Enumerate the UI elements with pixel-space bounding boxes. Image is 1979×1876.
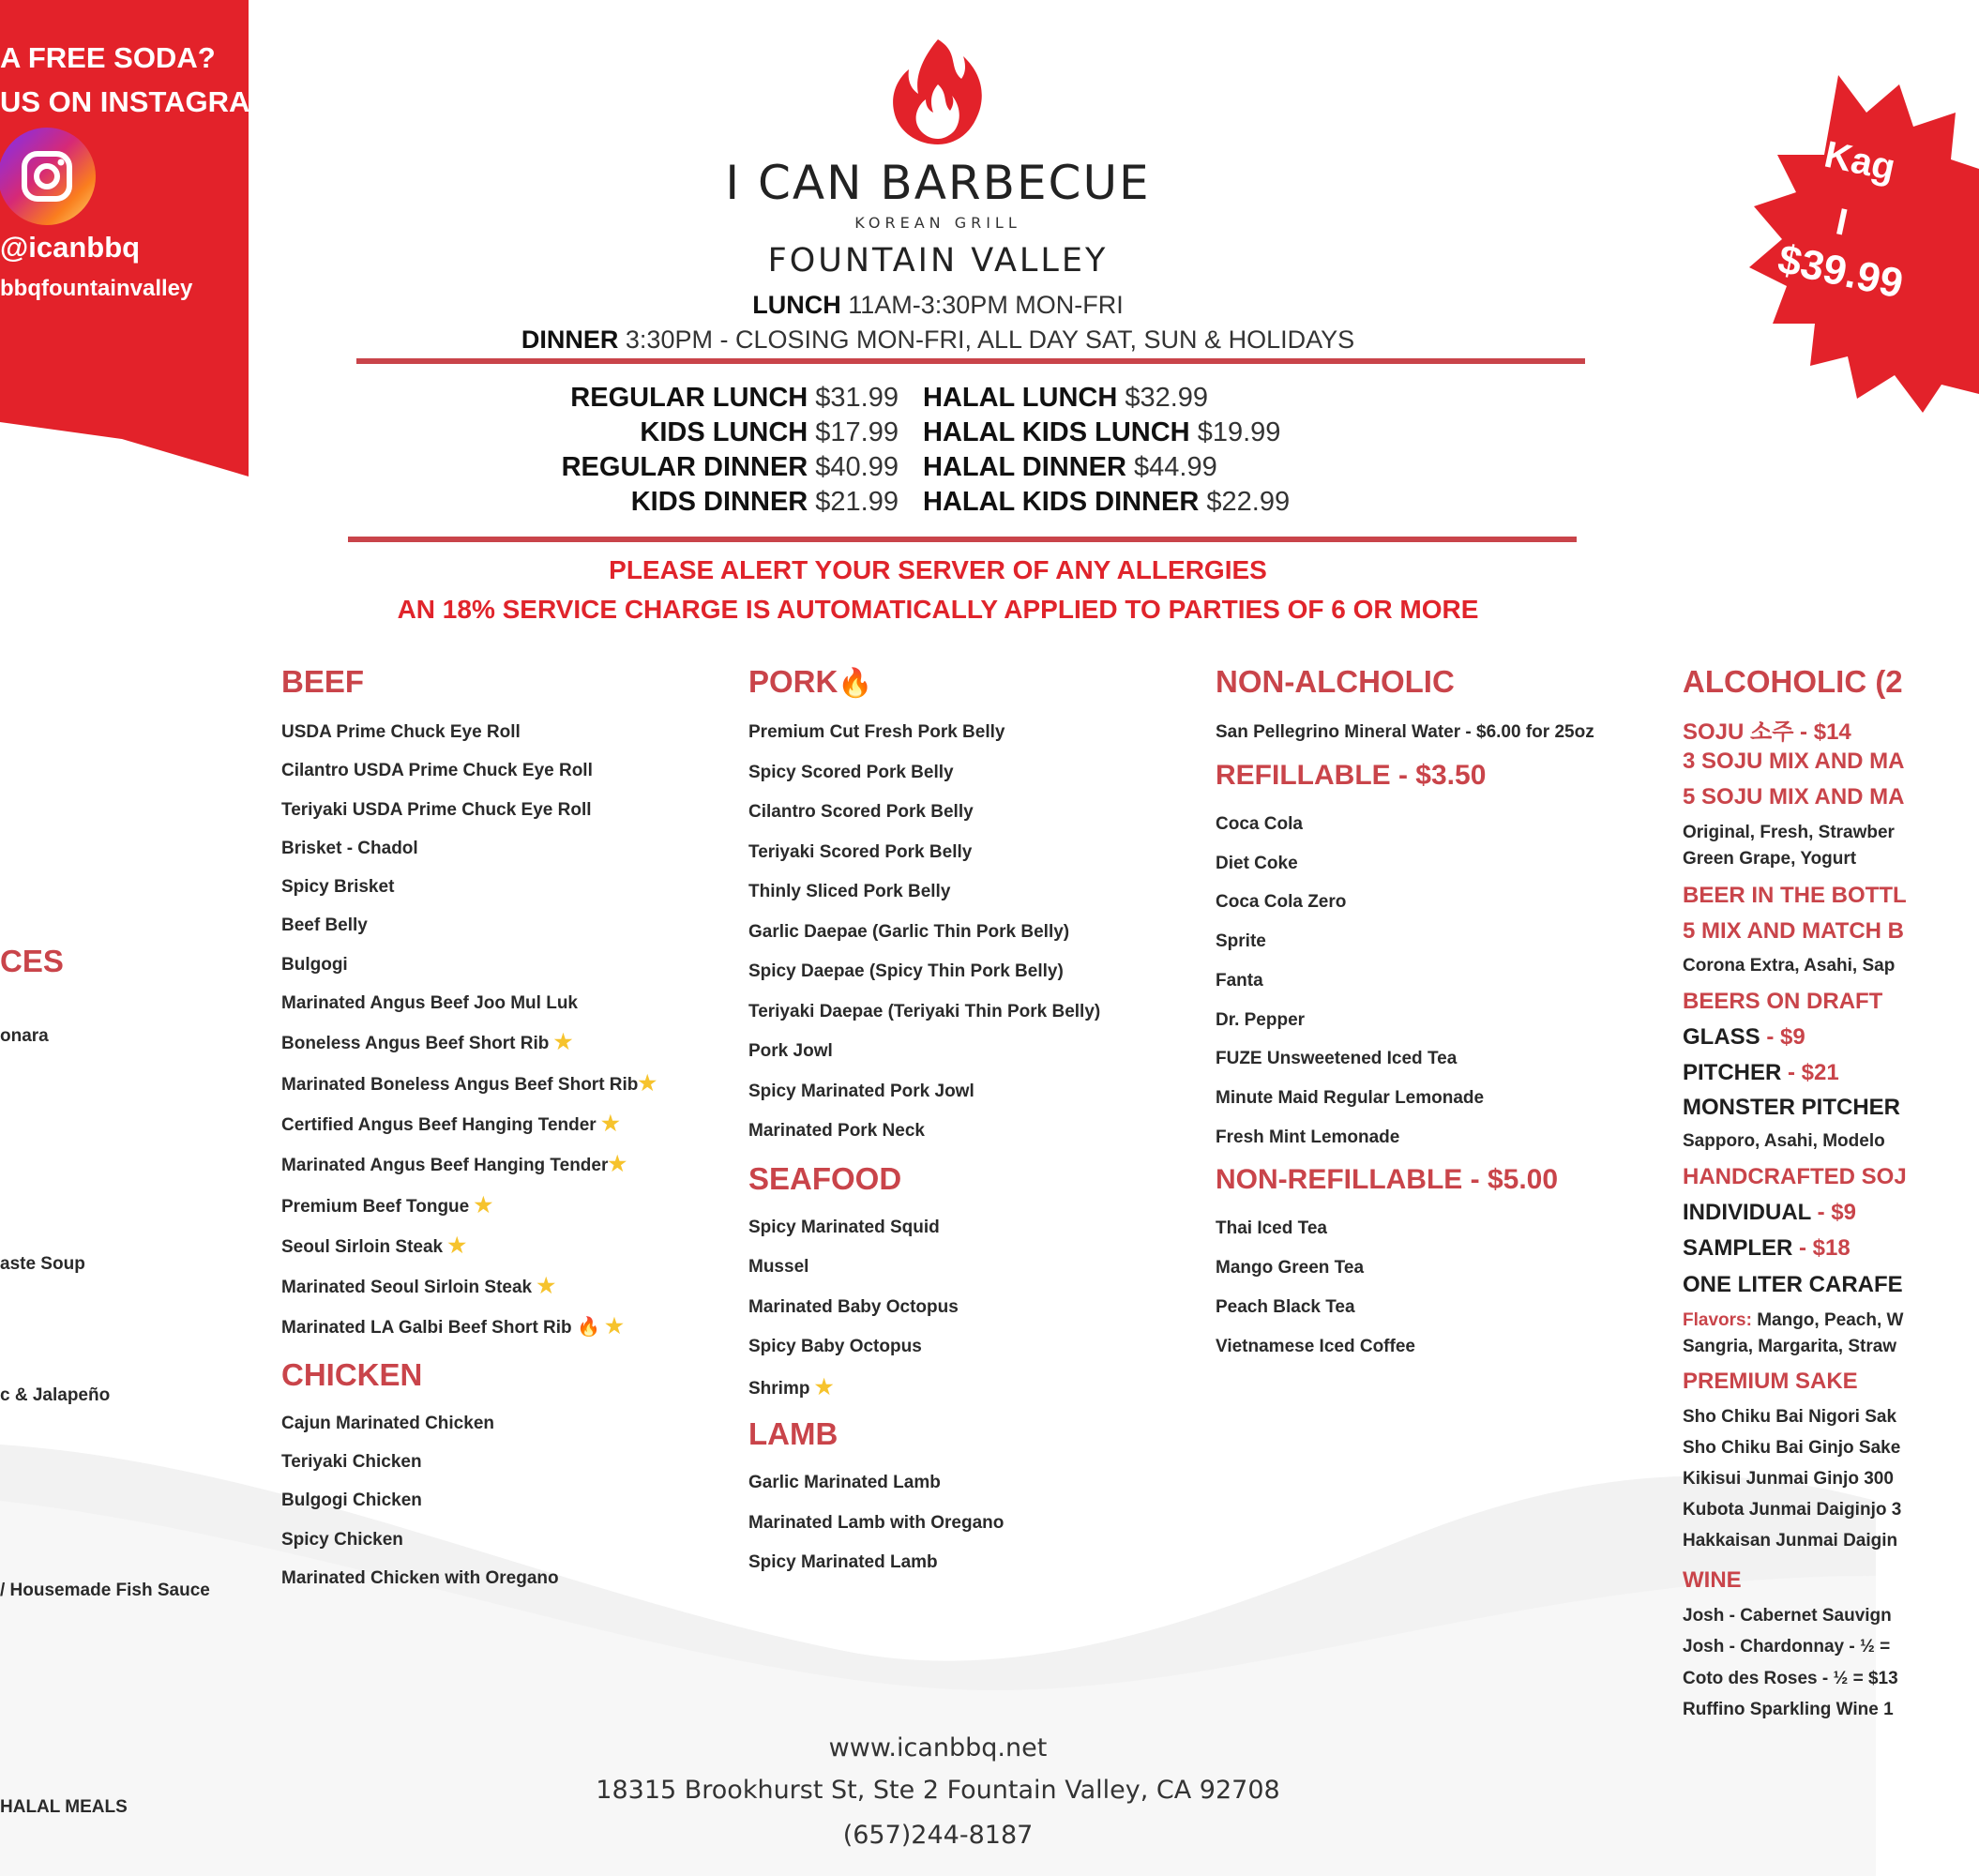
- mix-match-heading: 5 MIX AND MATCH B: [1683, 918, 1904, 944]
- beef-column: [281, 664, 657, 1597]
- menu-item: Marinated Baby Octopus: [748, 1296, 959, 1317]
- soju-flavors: Original, Fresh, Strawber: [1683, 823, 1895, 842]
- menu-item: Diet Coke: [1216, 853, 1298, 873]
- menu-item: Peach Black Tea: [1216, 1297, 1355, 1318]
- price-label: HALAL LUNCH: [923, 383, 1118, 413]
- menu-item: [281, 946, 657, 984]
- menu-item: Sprite: [1216, 931, 1266, 952]
- location-title: FOUNTAIN VALLEY: [767, 242, 1109, 280]
- prices-divider: [348, 537, 1577, 542]
- menu-item: Vietnamese Iced Coffee: [1216, 1337, 1415, 1357]
- menu-item: Teriyaki Scored Pork Belly: [748, 841, 973, 862]
- lunch-hours: [0, 291, 1876, 320]
- menu-item: Minute Maid Regular Lemonade: [1216, 1087, 1485, 1108]
- menu-item: Bulgogi Chicken: [281, 1490, 422, 1511]
- menu-item: [281, 791, 657, 829]
- wine-item: Ruffino Sparkling Wine 1: [1683, 1700, 1894, 1719]
- phone-number[interactable]: (657)244-8187: [842, 1821, 1034, 1850]
- menu-item: Garlic Daepae (Garlic Thin Pork Belly): [748, 921, 1070, 942]
- price-kids-dinner: [631, 487, 899, 518]
- menu-item-label: Marinated LA Galbi Beef Short Rib: [281, 1318, 572, 1339]
- menu-item: FUZE Unsweetened Iced Tea: [1216, 1049, 1458, 1069]
- soju-mix-5: 5 SOJU MIX AND MA: [1683, 784, 1905, 809]
- menu-item-label: Marinated Boneless Angus Beef Short Rib: [281, 1074, 639, 1095]
- menu-item-label: Brisket - Chadol: [281, 838, 418, 858]
- star-icon: ★: [600, 1111, 620, 1135]
- spicy-flame-icon: 🔥: [838, 668, 873, 699]
- menu-item: Coca Cola: [1216, 814, 1303, 834]
- menu-item: [281, 906, 657, 945]
- price-halal-kids-lunch: [923, 417, 1280, 448]
- sake-item: Hakkaisan Junmai Daigin: [1683, 1531, 1898, 1551]
- left-partial-item: c & Jalapeño: [0, 1385, 111, 1405]
- soju-mix-3: 3 SOJU MIX AND MA: [1683, 749, 1905, 774]
- flavors-text: Mango, Peach, W: [1751, 1310, 1904, 1330]
- alcoholic-heading: ALCOHOLIC (2: [1683, 664, 1903, 699]
- monster-pitcher: MONSTER PITCHER: [1683, 1095, 1901, 1120]
- lamb-heading: LAMB: [748, 1416, 838, 1451]
- header-divider: [356, 358, 1585, 364]
- draft-glass-label: GLASS: [1683, 1024, 1760, 1050]
- menu-item: [281, 1307, 657, 1347]
- star-icon: ★: [605, 1314, 624, 1339]
- menu-item-label: Marinated Seoul Sirloin Steak: [281, 1278, 533, 1298]
- beer-bottle-heading: BEER IN THE BOTTL: [1683, 883, 1907, 908]
- sake-heading: PREMIUM SAKE: [1683, 1369, 1858, 1394]
- instagram-handle-1[interactable]: @icanbbq: [0, 231, 141, 264]
- flame-logo: [886, 36, 990, 146]
- wine-item: Josh - Chardonnay - ½ =: [1683, 1637, 1891, 1657]
- menu-item-label: Cilantro USDA Prime Chuck Eye Roll: [281, 761, 593, 781]
- non-alcoholic-column: [1216, 664, 1594, 1367]
- menu-item: Dr. Pepper: [1216, 1009, 1306, 1030]
- beef-heading: BEEF: [281, 664, 365, 699]
- menu-item: [281, 868, 657, 906]
- menu-item: [281, 984, 657, 1022]
- sake-item: Sho Chiku Bai Ginjo Sake: [1683, 1438, 1901, 1458]
- menu-item: Garlic Marinated Lamb: [748, 1473, 941, 1492]
- service-charge-alert: AN 18% SERVICE CHARGE IS AUTOMATICALLY APPLIED TO PARTIES OF 6 OR MORE: [397, 595, 1479, 624]
- carafe-flavors: [1683, 1310, 1903, 1331]
- website-link[interactable]: www.icanbbq.net: [828, 1733, 1048, 1763]
- wine-item: Josh - Cabernet Sauvign: [1683, 1606, 1892, 1626]
- menu-item: Spicy Marinated Lamb: [748, 1552, 938, 1572]
- draft-heading: BEERS ON DRAFT: [1683, 989, 1883, 1014]
- menu-item: Marinated Lamb with Oregano: [748, 1512, 1005, 1533]
- menu-item: Pork Jowl: [748, 1041, 833, 1061]
- carafe-flavors: Sangria, Margarita, Straw: [1683, 1337, 1897, 1356]
- menu-item: Fanta: [1216, 970, 1263, 991]
- pork-column: [748, 664, 1100, 1583]
- menu-item: [281, 1064, 657, 1104]
- lunch-hours-text: 11AM-3:30PM MON-FRI: [848, 291, 1124, 319]
- price-value: $22.99: [1206, 487, 1291, 517]
- star-icon: ★: [638, 1070, 657, 1095]
- flavors-label: Flavors:: [1683, 1310, 1752, 1330]
- menu-item-label: Teriyaki USDA Prime Chuck Eye Roll: [281, 799, 592, 820]
- refillable-heading: REFILLABLE - $3.50: [1216, 760, 1487, 791]
- menu-item: Thinly Sliced Pork Belly: [748, 882, 951, 901]
- non-alcoholic-heading: NON-ALCHOLIC: [1216, 664, 1455, 699]
- menu-item: Teriyaki Chicken: [281, 1452, 422, 1473]
- menu-item-label: Spicy Brisket: [281, 877, 395, 898]
- price-value: $17.99: [815, 417, 899, 447]
- price-label: HALAL DINNER: [923, 452, 1126, 482]
- star-icon: ★: [608, 1152, 627, 1176]
- draft-brands: Sapporo, Asahi, Modelo: [1683, 1131, 1885, 1151]
- menu-item-label: Marinated Angus Beef Hanging Tender: [281, 1156, 609, 1176]
- menu-item: Marinated Chicken with Oregano: [281, 1567, 559, 1588]
- menu-item: Premium Cut Fresh Pork Belly: [748, 722, 1005, 742]
- menu-item: [281, 1266, 657, 1307]
- price-label: REGULAR LUNCH: [570, 383, 808, 413]
- menu-item: [281, 1144, 657, 1185]
- sake-item: Kubota Junmai Daiginjo 3: [1683, 1500, 1902, 1520]
- menu-item: Marinated Pork Neck: [748, 1121, 925, 1141]
- menu-item-label: Boneless Angus Beef Short Rib: [281, 1034, 550, 1054]
- menu-item: [281, 1226, 657, 1266]
- handcrafted-individual: [1683, 1200, 1856, 1226]
- sampler-price: - $18: [1792, 1235, 1851, 1261]
- menu-item: Cilantro Scored Pork Belly: [748, 802, 974, 822]
- price-label: HALAL KIDS LUNCH: [923, 417, 1190, 447]
- soju-price: SOJU 소주 - $14: [1683, 719, 1851, 745]
- price-label: KIDS DINNER: [630, 487, 808, 517]
- price-label: HALAL KIDS DINNER: [923, 487, 1200, 517]
- star-icon: ★: [447, 1233, 467, 1257]
- price-value: $19.99: [1197, 417, 1281, 447]
- individual-price: - $9: [1810, 1200, 1856, 1225]
- menu-item: Teriyaki Daepae (Teriyaki Thin Pork Belly): [748, 1001, 1101, 1021]
- price-halal-lunch: [923, 383, 1208, 414]
- star-icon: ★: [474, 1192, 493, 1217]
- handcrafted-sampler: [1683, 1235, 1851, 1262]
- chicken-heading: CHICKEN: [281, 1356, 423, 1392]
- menu-item: Spicy Chicken: [281, 1529, 403, 1550]
- burst-line-1: Kag: [1820, 133, 1899, 189]
- star-icon: ★: [536, 1274, 556, 1298]
- left-section-heading: CES: [0, 944, 64, 978]
- menu-item: Spicy Marinated Squid: [748, 1217, 940, 1237]
- menu-item: Mussel: [748, 1257, 809, 1277]
- seafood-heading: SEAFOOD: [748, 1160, 902, 1196]
- left-partial-item: HALAL MEALS: [0, 1797, 128, 1817]
- pork-heading-text: PORK: [748, 664, 838, 699]
- menu-item: Spicy Daepae (Spicy Thin Pork Belly): [748, 961, 1064, 981]
- burst-price: $39.99: [1774, 235, 1908, 308]
- menu-item: San Pellegrino Mineral Water - $6.00 for 25oz: [1216, 722, 1594, 742]
- brand-name: I CAN BARBECUE: [725, 156, 1151, 210]
- soju-flavors: Green Grape, Yogurt: [1683, 849, 1857, 869]
- price-value: $31.99: [815, 383, 899, 413]
- price-halal-kids-dinner: [923, 487, 1290, 518]
- dinner-label: DINNER: [521, 325, 619, 354]
- price-regular-dinner: [562, 452, 899, 483]
- wine-heading: WINE: [1683, 1567, 1742, 1593]
- menu-item: [281, 829, 657, 868]
- handcrafted-heading: HANDCRAFTED SOJ: [1683, 1164, 1907, 1189]
- menu-item-label: Certified Angus Beef Hanging Tender: [281, 1114, 597, 1135]
- menu-item: Cajun Marinated Chicken: [281, 1413, 494, 1433]
- star-icon: ★: [553, 1030, 573, 1054]
- price-label: REGULAR DINNER: [561, 452, 808, 482]
- sampler-label: SAMPLER: [1683, 1235, 1793, 1261]
- draft-pitcher: [1683, 1060, 1839, 1086]
- price-value: $44.99: [1134, 452, 1217, 482]
- spicy-flame-icon: 🔥: [576, 1317, 600, 1339]
- menu-item: [748, 1368, 1100, 1410]
- brand-subtitle: KOREAN GRILL: [854, 214, 1021, 232]
- individual-label: INDIVIDUAL: [1683, 1200, 1811, 1225]
- menu-item-label: Premium Beef Tongue: [281, 1196, 470, 1217]
- price-kids-lunch: [640, 417, 899, 448]
- instagram-handle-2[interactable]: bbqfountainvalley: [0, 276, 193, 301]
- bottle-brands: Corona Extra, Asahi, Sap: [1683, 956, 1896, 976]
- dinner-hours: [0, 325, 1876, 355]
- price-value: $32.99: [1125, 383, 1209, 413]
- left-partial-item: / Housemade Fish Sauce: [0, 1581, 210, 1600]
- menu-item-label: Beef Belly: [281, 915, 368, 936]
- menu-item: Coca Cola Zero: [1216, 892, 1347, 913]
- pork-heading: [748, 664, 1100, 713]
- menu-item: Fresh Mint Lemonade: [1216, 1127, 1400, 1147]
- sake-item: Sho Chiku Bai Nigori Sak: [1683, 1407, 1897, 1427]
- lunch-label: LUNCH: [752, 291, 841, 319]
- burst-line-2: I: [1832, 201, 1851, 244]
- menu-item: Spicy Scored Pork Belly: [748, 762, 954, 782]
- menu-item-label: USDA Prime Chuck Eye Roll: [281, 722, 521, 742]
- menu-item-label: Marinated Angus Beef Joo Mul Luk: [281, 993, 578, 1014]
- allergy-alert: PLEASE ALERT YOUR SERVER OF ANY ALLERGIES: [609, 555, 1267, 584]
- price-regular-lunch: [570, 383, 899, 414]
- draft-glass-price: - $9: [1760, 1024, 1805, 1050]
- menu-item: [281, 1104, 657, 1144]
- menu-item: Thai Iced Tea: [1216, 1218, 1327, 1239]
- price-halal-dinner: [923, 452, 1217, 483]
- draft-pitcher-label: PITCHER: [1683, 1060, 1782, 1085]
- menu-item: [281, 713, 657, 751]
- left-partial-item: aste Soup: [0, 1254, 85, 1274]
- menu-item: [281, 1022, 657, 1063]
- price-value: $21.99: [815, 487, 899, 517]
- price-label: KIDS LUNCH: [640, 417, 808, 447]
- dinner-hours-text: 3:30PM - CLOSING MON-FRI, ALL DAY SAT, SUN & HOLIDAYS: [625, 325, 1355, 354]
- sake-item: Kikisui Junmai Ginjo 300: [1683, 1469, 1894, 1489]
- promo-line-2: US ON INSTAGRAM!: [0, 85, 284, 118]
- address: 18315 Brookhurst St, Ste 2 Fountain Valley, CA 92708: [596, 1776, 1280, 1805]
- promo-line-1: A FREE SODA?: [0, 41, 216, 74]
- non-refillable-heading: NON-REFILLABLE - $5.00: [1216, 1164, 1559, 1196]
- menu-item: Spicy Baby Octopus: [748, 1337, 922, 1356]
- left-partial-item: onara: [0, 1026, 49, 1046]
- menu-item: [281, 1186, 657, 1226]
- price-value: $40.99: [815, 452, 899, 482]
- menu-item: [281, 751, 657, 790]
- wine-item: Coto des Roses - ½ = $13: [1683, 1669, 1898, 1688]
- menu-item-label: Seoul Sirloin Steak: [281, 1236, 444, 1257]
- draft-glass: [1683, 1024, 1805, 1051]
- menu-item-label: Shrimp: [748, 1378, 810, 1399]
- draft-pitcher-price: - $21: [1781, 1060, 1839, 1085]
- one-liter-carafe: ONE LITER CARAFE: [1683, 1272, 1903, 1297]
- menu-item: Mango Green Tea: [1216, 1258, 1365, 1278]
- menu-item-label: Bulgogi: [281, 954, 348, 975]
- star-icon: ★: [814, 1374, 834, 1399]
- menu-item: Spicy Marinated Pork Jowl: [748, 1081, 974, 1101]
